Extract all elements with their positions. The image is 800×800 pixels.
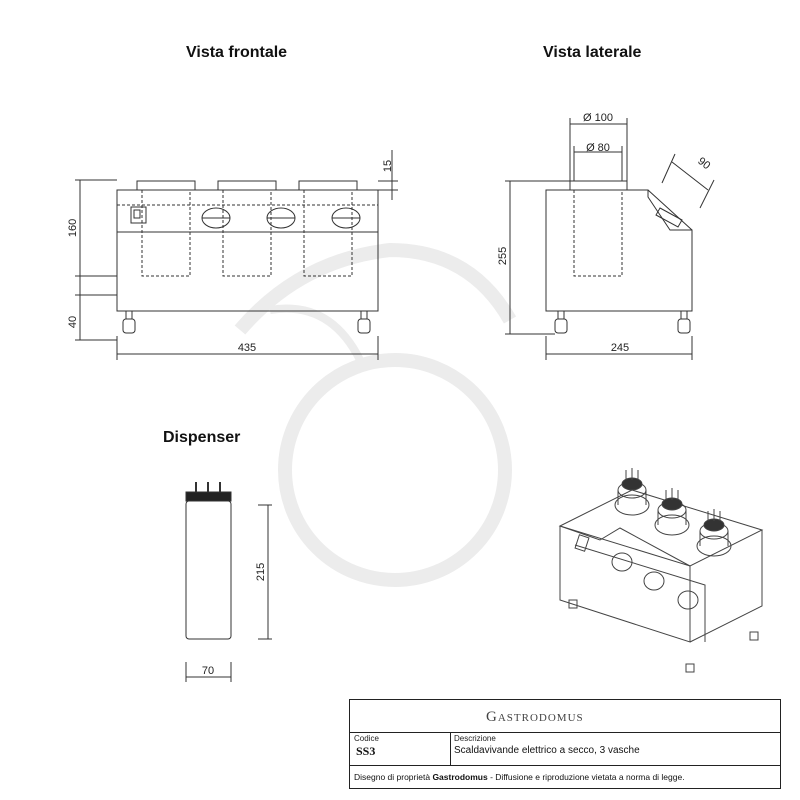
dim-front-top: 15 <box>382 159 394 173</box>
description-header: Descrizione <box>454 734 496 743</box>
copyright-prefix: Disegno di proprietà <box>354 772 433 782</box>
title-block-divider <box>350 765 780 766</box>
title-block-logo-row <box>350 700 780 733</box>
dim-dispenser-height: 215 <box>255 562 267 582</box>
copyright-suffix: - Diffusione e riproduzione vietata a norma di legge. <box>487 772 685 782</box>
isometric-view <box>560 468 762 672</box>
copyright-note <box>354 772 685 782</box>
side-view <box>505 118 714 360</box>
title-block <box>349 699 781 789</box>
dim-front-height: 160 <box>67 218 79 238</box>
copyright-brand: Gastrodomus <box>432 772 488 782</box>
front-view-title: Vista frontale <box>186 44 288 61</box>
dim-side-inner-diameter: Ø 80 <box>586 142 610 154</box>
dim-front-feet: 40 <box>67 315 79 329</box>
dispenser-title: Dispenser <box>163 429 241 446</box>
product-description: Scaldavivande elettrico a secco, 3 vasche <box>454 745 640 756</box>
side-view-title: Vista laterale <box>543 44 642 61</box>
title-block-divider <box>450 732 451 765</box>
code-header: Codice <box>354 734 379 743</box>
dim-side-outer-diameter: Ø 100 <box>583 112 613 124</box>
dim-dispenser-width: 70 <box>201 665 215 677</box>
watermark-logo <box>237 250 510 580</box>
brand-logo: Gastrodomus <box>486 709 584 725</box>
dim-side-depth: 245 <box>610 342 630 354</box>
product-code: SS3 <box>356 744 376 758</box>
dim-side-height: 255 <box>497 246 509 266</box>
dim-front-width: 435 <box>237 342 257 354</box>
dim-side-angle: 90 <box>695 155 713 173</box>
